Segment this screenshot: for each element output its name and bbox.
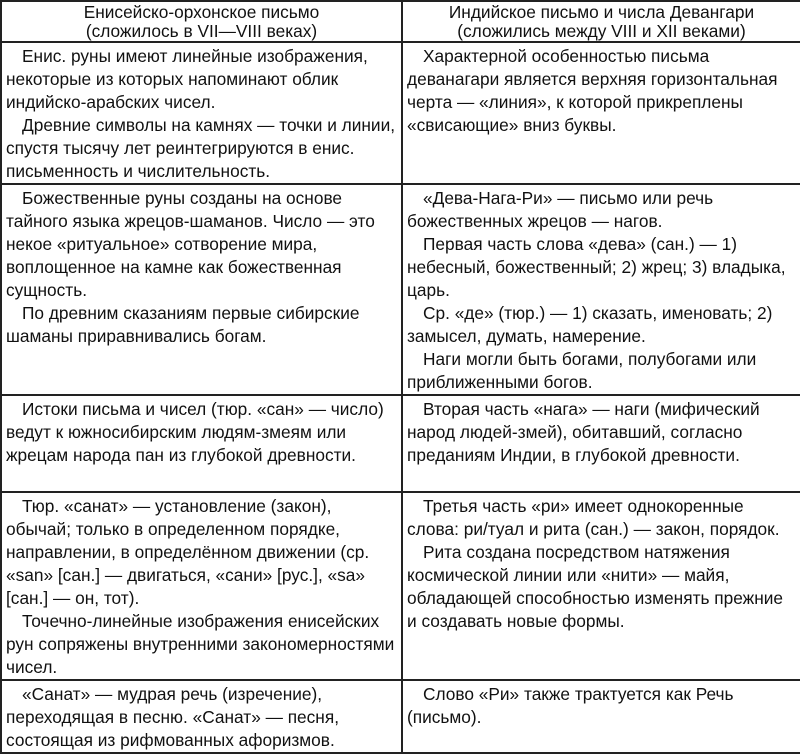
paragraph: Точечно-линейные изображения енисейских рун сопряжены внутренними закономерностями чисел. <box>6 611 395 677</box>
cell-right <box>402 680 800 753</box>
header-left <box>1 1 402 42</box>
cell-right <box>402 184 800 395</box>
cell-right <box>402 42 800 184</box>
paragraph: Рита создана посредством натяжения космической линии или «нити» — майя, обладающей способностью изменять прежние и создавать новые формы. <box>407 542 784 631</box>
paragraph: Наги могли быть богами, полубогами или приближенными богов. <box>407 349 757 392</box>
paragraph: «Дева-Нага-Ри» — письмо или речь божественных жрецов — нагов. <box>407 188 714 231</box>
paragraph: Слово «Ри» также трактуется как Речь (письмо). <box>407 684 734 727</box>
paragraph: «Санат» — мудрая речь (изречение), переходящая в песню. «Санат» — песня, состоящая из рифмованных афоризмов. <box>6 684 340 750</box>
paragraph: По древним сказаниям первые сибирские шаманы приравнивались богам. <box>6 303 360 346</box>
table-row <box>1 42 800 184</box>
cell-right <box>402 395 800 492</box>
cell-left <box>1 184 402 395</box>
cell-left <box>1 492 402 680</box>
paragraph: Древние символы на камнях — точки и линии, спустя тысячу лет реинтегрируются в енис. письменность и числительность. <box>6 115 396 181</box>
paragraph: Божественные руны созданы на основе тайного языка жрецов-шаманов. Число — это некое «ритуальное» сотворение мира, воплощенное на камне как божественная сущность. <box>6 188 375 300</box>
header-right <box>402 1 800 42</box>
cell-left <box>1 680 402 753</box>
header-left-subtitle: (сложилось в VII—VIII веках) <box>85 21 318 41</box>
paragraph: Характерной особенностью письма деванагари является верхняя горизонтальная черта — «линия», к которой прикреплены «свисающие» вниз буквы. <box>407 46 778 135</box>
paragraph: Ср. «де» (тюр.) — 1) сказать, именовать; 2) замысел, думать, намерение. <box>407 303 773 346</box>
paragraph: Тюр. «санат» — установление (закон), обычай; только в определенном порядке, направлении, в определённом движении (ср. «san» [сан.] — двигаться, «сани» [рус.], «sa» [сан.] — он, тот). <box>6 496 370 608</box>
cell-right <box>402 492 800 680</box>
paragraph: Истоки письма и чисел (тюр. «сан» — число) ведут к южносибирским людям-змеям или жрецам народа пан из глубокой древности. <box>6 399 384 465</box>
cell-left <box>1 42 402 184</box>
paragraph: Вторая часть «нага» — наги (мифический народ людей-змей), обитавший, согласно преданиям Индии, в глубокой древности. <box>407 399 760 465</box>
header-right-title: Индийское письмо и числа Девангари <box>448 2 755 22</box>
header-left-title: Енисейско-орхонское письмо <box>83 2 320 22</box>
table-row <box>1 395 800 492</box>
paragraph: Первая часть слова «дева» (сан.) — 1) небесный, божественный; 2) жрец; 3) владыка, царь. <box>407 234 786 300</box>
table-row <box>1 492 800 680</box>
paragraph: Енис. руны имеют линейные изображения, некоторые из которых напоминают облик индийско-арабских чисел. <box>6 46 368 112</box>
header-row <box>1 1 800 42</box>
table-row <box>1 680 800 753</box>
table-row <box>1 184 800 395</box>
paragraph: Третья часть «ри» имеет однокоренные слова: ри/туал и рита (сан.) — закон, порядок. <box>407 496 780 539</box>
cell-left <box>1 395 402 492</box>
header-right-subtitle: (сложились между VIII и XII веками) <box>457 21 746 41</box>
